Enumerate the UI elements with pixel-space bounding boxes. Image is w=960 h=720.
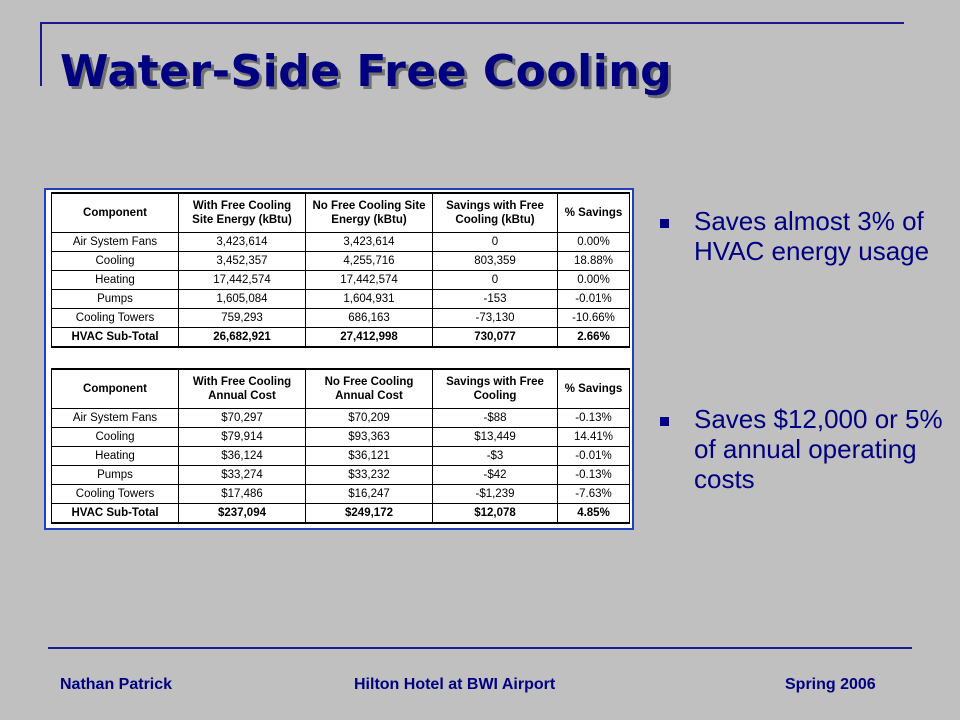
cell: $12,078	[433, 504, 558, 524]
cell: Heating	[52, 447, 179, 466]
cell: 26,682,921	[179, 328, 306, 348]
cell: -0.13%	[558, 409, 630, 428]
cell: 803,359	[433, 252, 558, 271]
table-row	[52, 309, 630, 328]
cell: -$3	[433, 447, 558, 466]
energy-header-savings: Savings with Free Cooling (kBtu)	[433, 193, 558, 233]
cell: Air System Fans	[52, 409, 179, 428]
cell: $93,363	[306, 428, 433, 447]
energy-header-with-fc: With Free Cooling Site Energy (kBtu)	[179, 193, 306, 233]
energy-header-pct: % Savings	[558, 193, 630, 233]
cost-total-row	[52, 504, 630, 524]
energy-table	[51, 192, 630, 348]
cell: 3,423,614	[306, 233, 433, 252]
footer-term: Spring 2006	[785, 676, 876, 693]
cell: -0.13%	[558, 466, 630, 485]
cell: 1,605,084	[179, 290, 306, 309]
square-bullet-icon	[660, 219, 669, 228]
cell: $36,124	[179, 447, 306, 466]
table-frame	[44, 188, 634, 530]
cell: HVAC Sub-Total	[52, 328, 179, 348]
cell: Pumps	[52, 290, 179, 309]
cell: 1,604,931	[306, 290, 433, 309]
cell: 4,255,716	[306, 252, 433, 271]
cell: 0.00%	[558, 233, 630, 252]
slide-title: Water-Side Free Cooling	[60, 46, 673, 97]
energy-total-row	[52, 328, 630, 348]
cell: $237,094	[179, 504, 306, 524]
table-row	[52, 252, 630, 271]
bullet-text: Saves almost 3% of HVAC energy usage	[694, 206, 930, 266]
cell: $17,486	[179, 485, 306, 504]
cell: 686,163	[306, 309, 433, 328]
cell: 17,442,574	[179, 271, 306, 290]
cell: 2.66%	[558, 328, 630, 348]
cell: Air System Fans	[52, 233, 179, 252]
square-bullet-icon	[660, 417, 669, 426]
cell: Cooling	[52, 252, 179, 271]
cell: $33,274	[179, 466, 306, 485]
cell: 14.41%	[558, 428, 630, 447]
energy-header-no-fc: No Free Cooling Site Energy (kBtu)	[306, 193, 433, 233]
footer-project: Hilton Hotel at BWI Airport	[354, 676, 556, 693]
cell: $249,172	[306, 504, 433, 524]
cost-header-with-fc: With Free Cooling Annual Cost	[179, 369, 306, 409]
cell: Cooling Towers	[52, 485, 179, 504]
cell: 730,077	[433, 328, 558, 348]
cell: 17,442,574	[306, 271, 433, 290]
cell: $13,449	[433, 428, 558, 447]
cost-header-no-fc: No Free Cooling Annual Cost	[306, 369, 433, 409]
cost-header-row	[52, 369, 630, 409]
cell: $33,232	[306, 466, 433, 485]
cell: Cooling	[52, 428, 179, 447]
energy-header-component: Component	[52, 193, 179, 233]
bullet-text: Saves $12,000 or 5% of annual operating costs	[694, 404, 943, 494]
footer-author: Nathan Patrick	[60, 676, 173, 693]
cell: 3,452,357	[179, 252, 306, 271]
cell: $70,209	[306, 409, 433, 428]
cell: Cooling Towers	[52, 309, 179, 328]
table-row	[52, 409, 630, 428]
cell: 18.88%	[558, 252, 630, 271]
cost-table	[51, 368, 630, 524]
table-row	[52, 447, 630, 466]
cell: Pumps	[52, 466, 179, 485]
cell: $79,914	[179, 428, 306, 447]
cell: $16,247	[306, 485, 433, 504]
table-row	[52, 485, 630, 504]
cell: $70,297	[179, 409, 306, 428]
cell: -10.66%	[558, 309, 630, 328]
cell: -0.01%	[558, 290, 630, 309]
left-rule	[40, 22, 42, 86]
cell: 27,412,998	[306, 328, 433, 348]
table-row	[52, 466, 630, 485]
footer-rule	[48, 647, 912, 649]
cell: 0	[433, 233, 558, 252]
cell: $36,121	[306, 447, 433, 466]
cell: HVAC Sub-Total	[52, 504, 179, 524]
bullet-item	[660, 404, 950, 494]
cell: 759,293	[179, 309, 306, 328]
cell: -$88	[433, 409, 558, 428]
cost-header-savings: Savings with Free Cooling	[433, 369, 558, 409]
top-rule	[40, 22, 904, 24]
table-separator	[46, 350, 632, 360]
cell: 0	[433, 271, 558, 290]
cell: -0.01%	[558, 447, 630, 466]
cell: 3,423,614	[179, 233, 306, 252]
cost-header-pct: % Savings	[558, 369, 630, 409]
cell: 0.00%	[558, 271, 630, 290]
cell: Heating	[52, 271, 179, 290]
table-row	[52, 290, 630, 309]
bullet-item	[660, 206, 950, 266]
energy-header-row	[52, 193, 630, 233]
table-row	[52, 233, 630, 252]
table-row	[52, 271, 630, 290]
cell: -73,130	[433, 309, 558, 328]
cell: -7.63%	[558, 485, 630, 504]
table-row	[52, 428, 630, 447]
cell: 4.85%	[558, 504, 630, 524]
cost-header-component: Component	[52, 369, 179, 409]
cell: -$42	[433, 466, 558, 485]
cell: -$1,239	[433, 485, 558, 504]
cell: -153	[433, 290, 558, 309]
